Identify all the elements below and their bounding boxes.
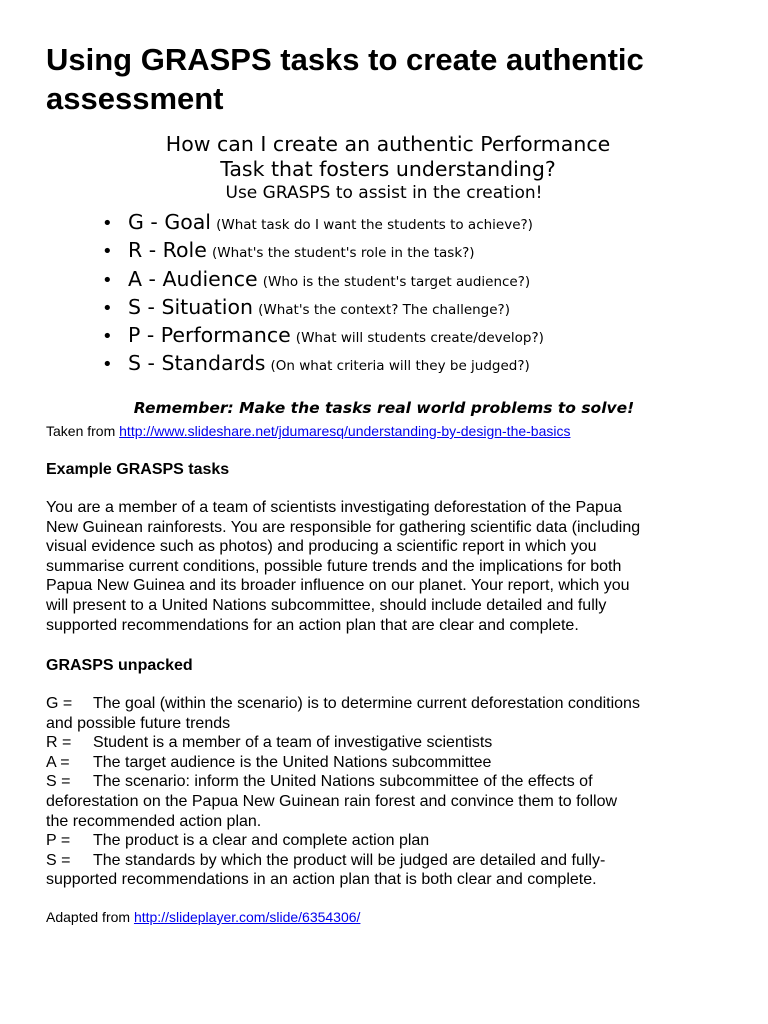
unpacked-line xyxy=(46,831,726,851)
grasps-term: G - Goal xyxy=(128,210,212,234)
grasps-item-goal xyxy=(102,208,674,236)
grasps-hint: (What's the context? The challenge?) xyxy=(258,301,510,318)
unpacked-text: supported recommendations in an action plan that is both clear and complete. xyxy=(46,871,597,889)
unpacked-line xyxy=(46,772,726,792)
unpacked-key: A = xyxy=(46,753,70,771)
grasps-item-audience xyxy=(102,265,674,293)
taken-from-label: Taken from xyxy=(46,423,116,439)
taken-from-line xyxy=(46,422,571,440)
paragraph-line: Papua New Guinea and its broader influence on our planet. Your report, which you xyxy=(46,577,630,595)
paragraph-line: summarise current conditions, possible future trends and the implications for both xyxy=(46,557,622,575)
bullet-icon: • xyxy=(102,326,113,348)
grasps-item-performance xyxy=(102,321,674,349)
grasps-figure xyxy=(94,132,674,417)
unpacked-text: and possible future trends xyxy=(46,714,231,732)
bullet-icon: • xyxy=(102,354,113,376)
grasps-term: P - Performance xyxy=(128,323,291,348)
unpacked-line xyxy=(46,851,726,871)
unpacked-key: R = xyxy=(46,734,72,752)
unpacked-key: P = xyxy=(46,832,71,850)
grasps-hint: (What will students create/develop?) xyxy=(295,330,544,347)
figure-question-line: How can I create an authentic Performance xyxy=(165,132,611,156)
unpacked-text: The target audience is the United Nations subcommittee xyxy=(93,753,492,771)
bullet-icon: • xyxy=(102,297,113,319)
unpacked-text: the recommended action plan. xyxy=(46,812,262,830)
adapted-from-label: Adapted from xyxy=(46,909,131,925)
unpacked-item-audience xyxy=(46,753,726,773)
grasps-item-standards xyxy=(102,349,674,377)
figure-subtitle: Use GRASPS to assist in the creation! xyxy=(225,183,543,203)
unpacked-heading: GRASPS unpacked xyxy=(46,657,193,674)
figure-question-line: Task that fosters understanding? xyxy=(220,157,556,181)
unpacked-item-performance xyxy=(46,831,726,851)
adapted-from-link[interactable]: http://slideplayer.com/slide/6354306/ xyxy=(133,909,361,925)
grasps-item-situation xyxy=(102,293,674,321)
unpacked-text: deforestation on the Papua New Guinean rain forest and convince them to follow xyxy=(46,792,618,810)
figure-remember-note: Remember: Make the tasks real world problems to solve! xyxy=(133,399,635,417)
unpacked-text: The scenario: inform the United Nations subcommittee of the effects of xyxy=(93,773,593,791)
paragraph-line: You are a member of a team of scientists investigating deforestation of the Papua xyxy=(46,499,622,516)
unpacked-line xyxy=(46,694,726,714)
grasps-hint: (What task do I want the students to achieve?) xyxy=(216,217,533,233)
paragraph-line: visual evidence such as photos) and producing a scientific report in which you xyxy=(46,538,597,556)
paragraph-line: will present to a United Nations subcommittee, should include detailed and fully xyxy=(46,596,607,614)
unpacked-text: The product is a clear and complete action plan xyxy=(93,832,430,850)
unpacked-text: The standards by which the product will be judged are detailed and fully- xyxy=(93,851,606,869)
unpacked-item-situation xyxy=(46,772,726,831)
grasps-hint: (What's the student's role in the task?) xyxy=(211,245,475,262)
unpacked-item-goal xyxy=(46,694,726,733)
paragraph-line: supported recommendations for an action plan that are clear and complete. xyxy=(46,616,579,634)
grasps-term: R - Role xyxy=(128,238,207,263)
unpacked-item-standards xyxy=(46,851,726,890)
paragraph-line: New Guinean rainforests. You are responsible for gathering scientific data (including xyxy=(46,518,641,536)
adapted-from-line xyxy=(46,908,360,926)
unpacked-key: S = xyxy=(46,773,71,791)
page-title: Using GRASPS tasks to create authentic assessment xyxy=(46,42,644,116)
example-heading: Example GRASPS tasks xyxy=(46,461,230,478)
bullet-icon: • xyxy=(102,213,113,234)
grasps-term: S - Situation xyxy=(128,294,254,319)
unpacked-key: S = xyxy=(46,851,71,869)
grasps-hint: (Who is the student's target audience?) xyxy=(262,273,531,290)
grasps-list xyxy=(94,208,674,378)
example-paragraph xyxy=(46,498,726,635)
unpacked-line xyxy=(46,733,726,753)
grasps-term: S - Standards xyxy=(128,351,266,376)
unpacked-item-role xyxy=(46,733,726,753)
bullet-icon: • xyxy=(102,269,113,291)
unpacked-key: G = xyxy=(46,695,73,712)
bullet-icon: • xyxy=(102,241,113,263)
unpacked-line xyxy=(46,753,726,773)
grasps-hint: (On what criteria will they be judged?) xyxy=(270,358,530,375)
grasps-term: A - Audience xyxy=(128,266,258,291)
grasps-item-role xyxy=(102,236,674,264)
unpacked-text: Student is a member of a team of investigative scientists xyxy=(93,734,493,752)
unpacked-text: The goal (within the scenario) is to determine current deforestation conditions xyxy=(93,695,640,712)
unpacked-list xyxy=(46,694,726,890)
taken-from-link[interactable]: http://www.slideshare.net/jdumaresq/understanding-by-design-the-basics xyxy=(119,423,571,439)
